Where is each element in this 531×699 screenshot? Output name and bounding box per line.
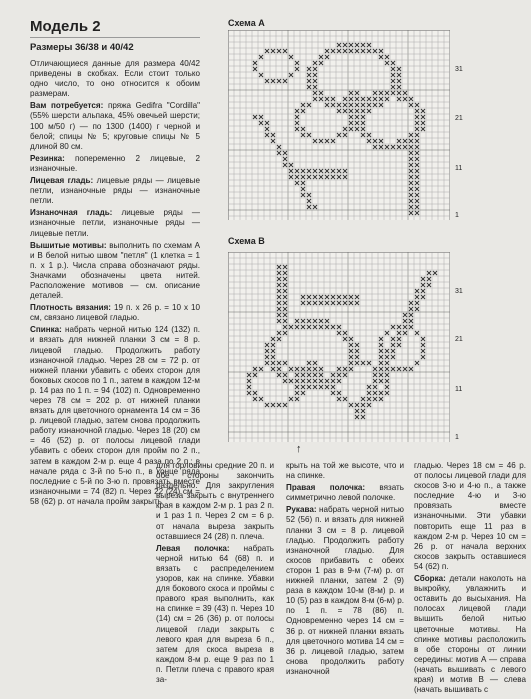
- left-paragraph-lead: Спинка:: [30, 325, 62, 335]
- left-column: [30, 18, 200, 509]
- left-paragraph-text: попеременно 2 лицевые, 2 изнаночные.: [30, 153, 200, 173]
- left-paragraph-text: лицевые ряды — лицевые петли, изнаночные ряды — изнаночные петли.: [30, 176, 200, 206]
- col3-paragraph-text: гладью. Через 18 см = 46 р. от полосы лицевой глади для скосов 3-ю и 4-ю п., а также последние 4-ю и 3-ю провязать вместе изнаночными. Эти убавки повторить еще 11 раз в каждом 2-м р. Через 10 см = 26 р. от начала верхних скосов закрыть оставшиеся 54 (62) п.: [414, 461, 526, 571]
- bottom-column-3: [414, 461, 526, 697]
- left-paragraph: [30, 101, 200, 151]
- chart-b-row-21: 21: [455, 336, 463, 343]
- col1-paragraph-lead: Левая полочка:: [156, 543, 230, 553]
- chart-b-grid: [228, 252, 450, 442]
- chart-b-label: Схема В: [228, 236, 265, 246]
- col3-paragraph-text: детали наколоть на выкройку, увлажнить и оставить до высыхания. На полосах лицевой глади вышить белой нитью цветочные мотивы. На спинке мотивы расположить в обе стороны от линии середины: мотив А — справа (начать вышивать с левого края) и мотив В — слева (начать вышивать с: [414, 574, 526, 695]
- col3-paragraph: [414, 574, 526, 695]
- col2-paragraph: [286, 461, 404, 481]
- left-paragraph-text: Отличающиеся данные для размера 40/42 приведены в скобках. Если стоит только одно число, то оно относится к обоим размерам.: [30, 59, 200, 99]
- chart-a-label: Схема А: [228, 18, 265, 28]
- left-paragraphs: [30, 59, 200, 507]
- col3-paragraph: [414, 461, 526, 572]
- sizes-heading: Размеры 36/38 и 40/42: [30, 42, 134, 53]
- left-paragraph: [30, 154, 200, 174]
- left-paragraph: [30, 176, 200, 206]
- left-paragraph-text: лицевые ряды — изнаночные петли, изнаночные ряды — лицевые петли.: [30, 208, 200, 238]
- col1-paragraph: [156, 461, 274, 542]
- col2-paragraph-text: крыть на той же высоте, что и на спинке.: [286, 461, 404, 481]
- col2-paragraph: [286, 483, 404, 503]
- col1-paragraph-text: для горловины средние 20 п. и обе стороны закончить раздельно. Для закругления выреза закрыть с внутреннего края в каждом 2-м р. 1 раз 2 п. и 1 раз 1 п. Через 2 см = 6 р. от начала выреза закрыть оставшиеся 24 (28) п. плеча.: [156, 461, 274, 541]
- left-paragraph-text: набрать черной нитью 124 (132) п. и вязать для нижней планки 3 см = 8 р. лицевой гладью. Продолжить работу изнаночной гладью. Через 28 см = 72 р. от нижней планки убавить с обеих сторон для боковых скосов по 1 п., затем в каждом 12-м р. 14 раз по 1 п. = 94 (102) п. Одновременно через 78 см = 202 р. от нижней планки вязать для цветочного орнамента 14 см = 36 р. лицевой гладью, затем снова продолжить работу изнаночной гладью. Через 18 (20) см = 46 (52) р. от полосы лицевой глади убавить с обеих сторон для пройм по 2 п., затем в каждом 2-м р. еще 4 раза по 2 п.; в начале ряда с 3-й по 5-ю п., в конце ряда последние с 5-й по 3-ю п. провязать вместе изнаночными = 74 (82) п. Через 22 (24) см = 58 (62) р. от начала пройм закрыть: [30, 325, 200, 506]
- left-paragraph-lead: Изнаночная гладь:: [30, 208, 113, 218]
- col2-paragraph-lead: Правая полочка:: [286, 483, 366, 493]
- chart-a-grid: [228, 30, 450, 220]
- model-title: Модель 2: [30, 18, 200, 38]
- left-paragraph: [30, 241, 200, 302]
- col3-paragraph-lead: Сборка:: [414, 574, 446, 584]
- col1-paragraph: [156, 544, 274, 685]
- left-paragraph: [30, 208, 200, 238]
- chart-a-row-11: 11: [455, 165, 463, 172]
- left-paragraph-text: пряжа Gedifra "Cordilla" (55% шерсти альпака, 45% овечьей шерсти; 100 м/50 г) — по 1300 (1400) г черной и белой; спицы № 5; круговые спицы № 5 длиной 80 см.: [30, 101, 200, 151]
- chart-a-row-31: 31: [455, 66, 463, 73]
- left-paragraph-text: 19 п. х 26 р. = 10 х 10 см, связано лицевой гладью.: [30, 303, 201, 323]
- chart-a-row-1: 1: [455, 212, 459, 219]
- col2-paragraph-text: набрать черной нитью 52 (56) п. и вязать для нижней планки 3 см = 8 р. лицевой гладью. Продолжить работу изнаночной гладью. Для скосов прибавить с обеих сторон 1 раз в 9-м (7-м) р. от нижней планки, затем 2 (9) раза в каждом 10-м (8-м) р. и 10 (5) раз в каждом 8-м (6-м) р. по 1 п. = 78 (86) п. Одновременно через 14 см = 36 р. от нижней планки вязать для цветочного мотива 14 см = 36 р. лицевой гладью, затем снова продолжить работу изнаночной: [286, 505, 404, 676]
- left-paragraph-lead: Резинка:: [30, 153, 65, 163]
- left-paragraph-text: выполнить по схемам А и В белой нитью швом "петля" (1 клетка = 1 п. х 1 р.). Числа справа обозначают ряды. Значками обозначены цвета нитей. Расположение мотивов — см. описание деталей.: [30, 240, 200, 301]
- col2-paragraph-text: вязать симметрично левой полочке.: [286, 483, 404, 503]
- bottom-column-2: [286, 461, 404, 679]
- chart-a-row-21: 21: [455, 115, 463, 122]
- col2-paragraph-lead: Рукава:: [286, 505, 317, 515]
- col1-paragraph-text: набрать черной нитью 64 (68) п. и вязать с распределением узоров, как на спинке. Убавки для бокового скоса и проймы с правого края выполнить, как на спинке = 39 (43) п. Через 10 (14) см = 26 (36) р. от полосы лицевой глади закрыть с левого края для выреза 6 п., затем для скоса выреза в каждом 8-м р. еще 9 раз по 1 п. Петли плеча с правого края за-: [156, 543, 274, 684]
- left-paragraph-lead: Вышитые мотивы:: [30, 240, 107, 250]
- left-paragraph-lead: Лицевая гладь:: [30, 176, 94, 186]
- col2-paragraph: [286, 505, 404, 677]
- chart-b-center-marker: ↑: [296, 443, 302, 455]
- left-paragraph: [30, 59, 200, 99]
- left-paragraph-lead: Плотность вязания:: [30, 303, 111, 313]
- left-paragraph: [30, 303, 200, 323]
- chart-b-row-1: 1: [455, 434, 459, 441]
- left-paragraph-lead: Вам потребуется:: [30, 101, 104, 111]
- chart-b-row-31: 31: [455, 288, 463, 295]
- chart-b-row-11: 11: [455, 386, 463, 393]
- bottom-column-1: [156, 461, 274, 687]
